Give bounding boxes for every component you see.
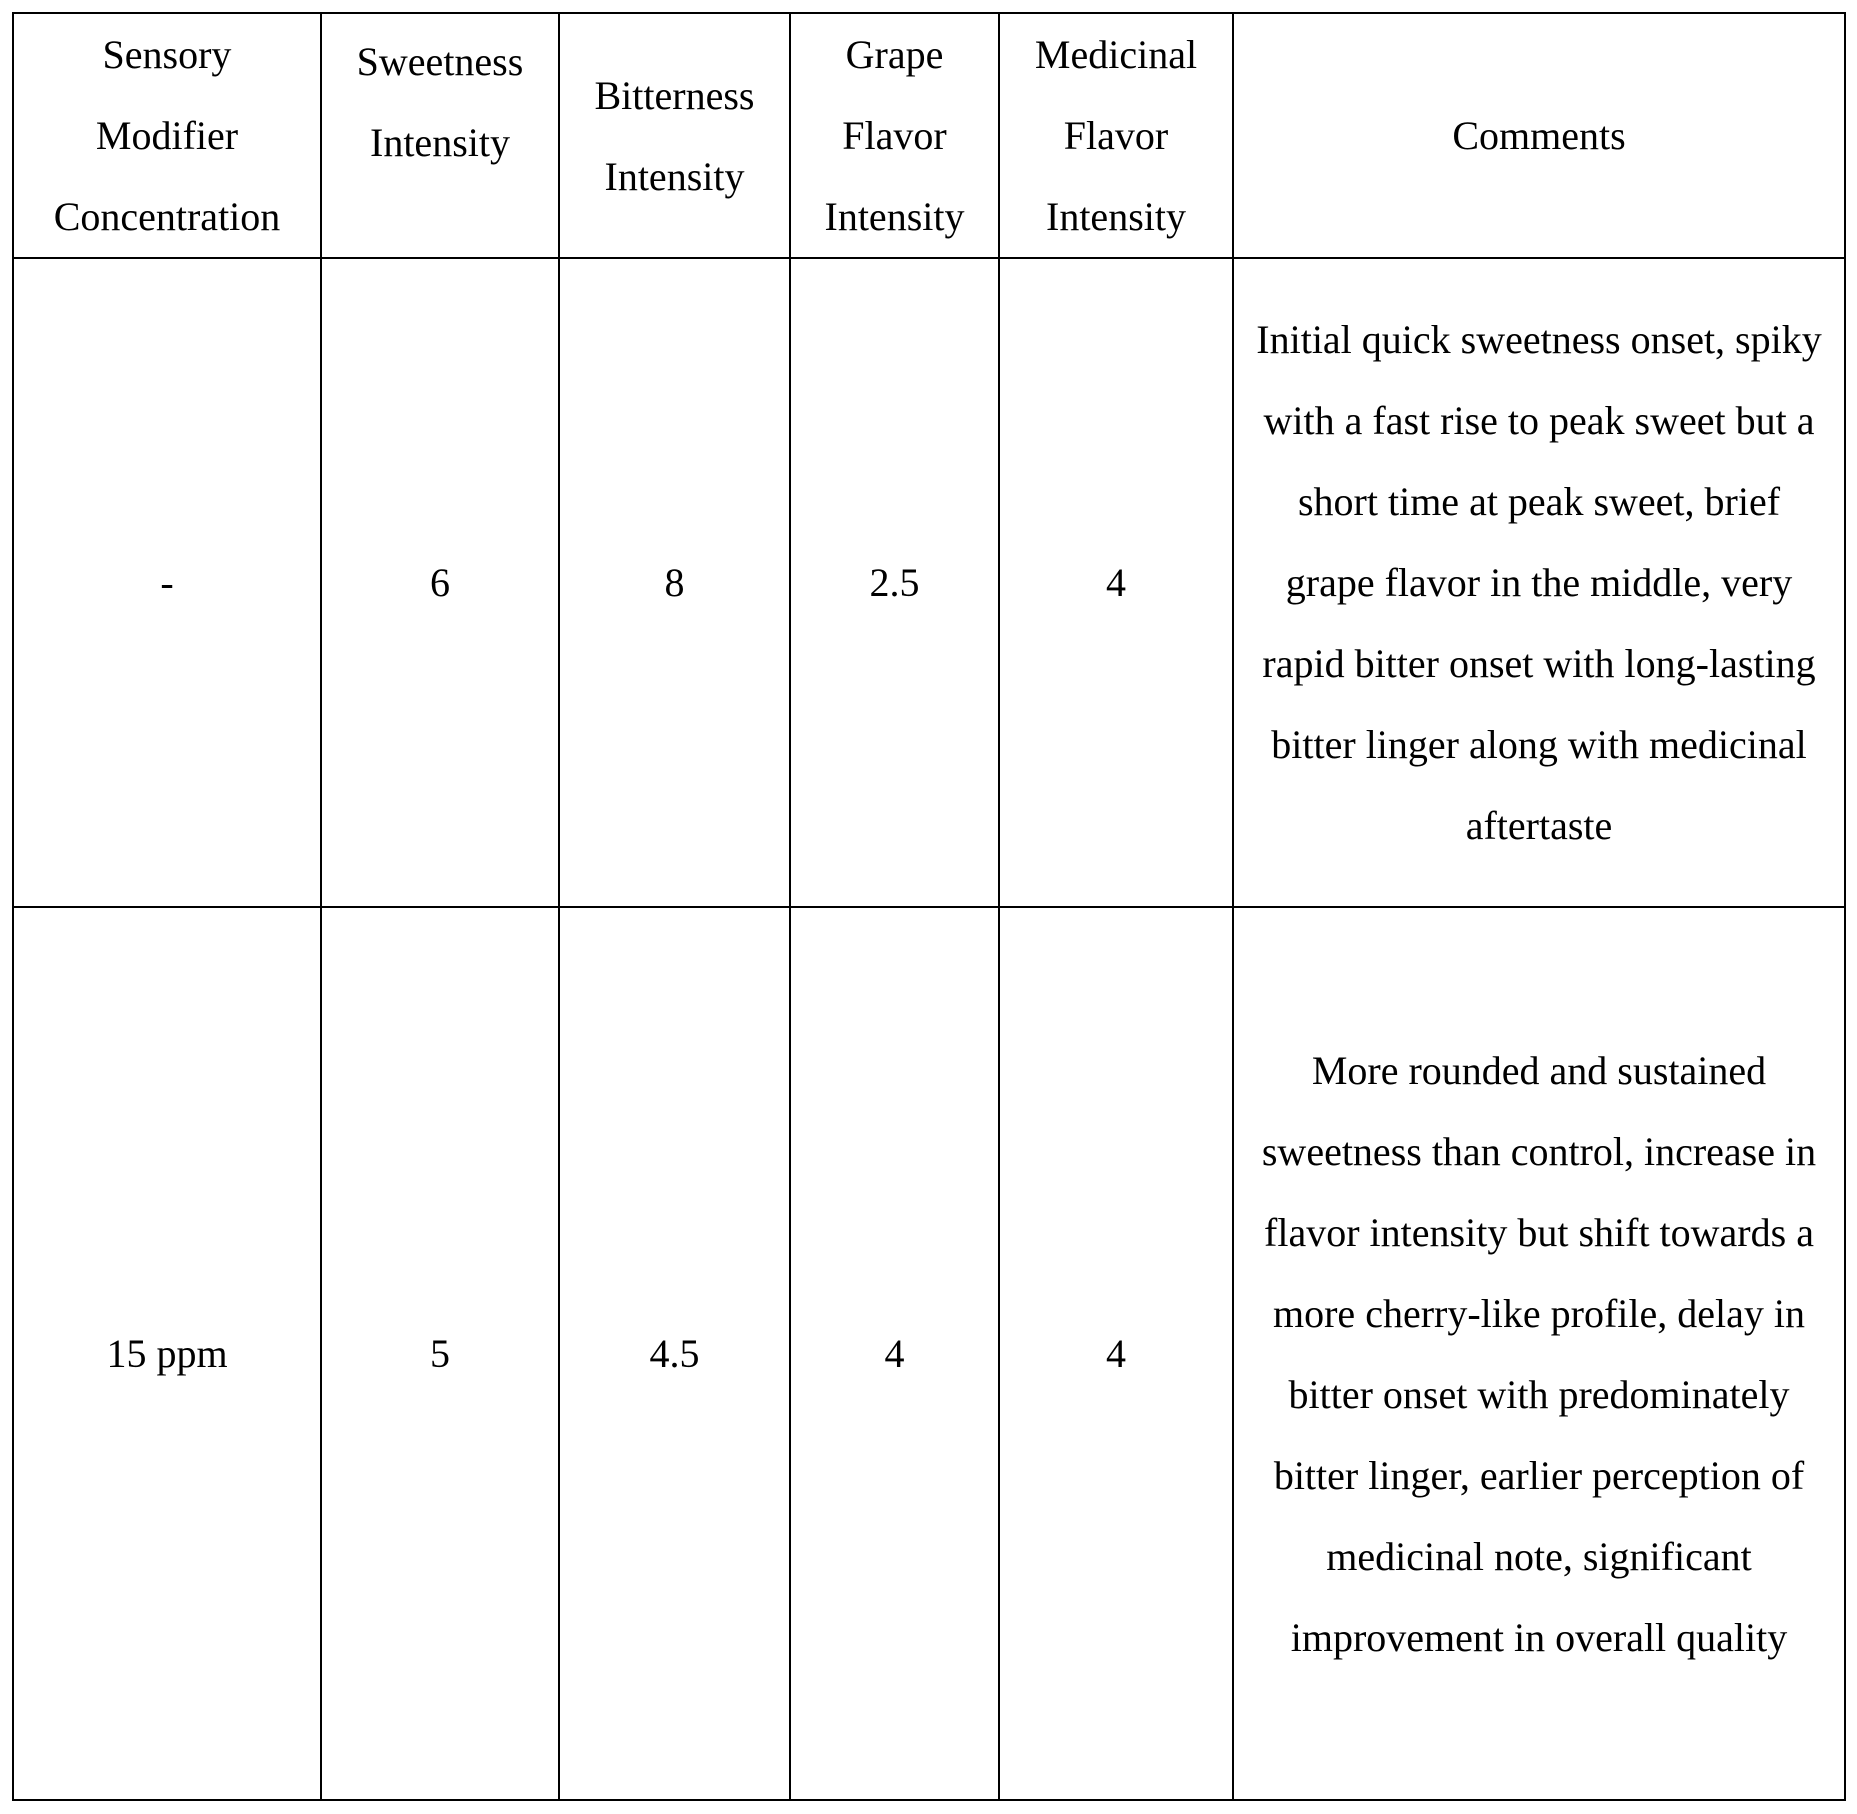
cell-medicinal: 4: [999, 907, 1233, 1800]
header-line: Modifier: [22, 95, 312, 176]
cell-medicinal: 4: [999, 258, 1233, 907]
header-comments: [1233, 13, 1845, 258]
header-medicinal: [999, 13, 1233, 258]
header-line: Comments: [1242, 95, 1836, 176]
cell-sweetness: 6: [321, 258, 559, 907]
header-line: Intensity: [568, 136, 781, 217]
cell-comments: More rounded and sustained sweetness than control, increase in flavor intensity but shift towards a more cherry-like profile, delay in bitter onset with predominately bitter linger, earlier perception of medicinal note, significant improvement in overall quality: [1233, 907, 1845, 1800]
header-row: [13, 13, 1845, 258]
table-row: [13, 258, 1845, 907]
cell-concentration: 15 ppm: [13, 907, 321, 1800]
header-line: Intensity: [1008, 176, 1224, 257]
cell-bitterness: 4.5: [559, 907, 790, 1800]
header-concentration: [13, 13, 321, 258]
cell-grape: 2.5: [790, 258, 999, 907]
cell-bitterness: 8: [559, 258, 790, 907]
header-line: Concentration: [22, 176, 312, 257]
header-line: Sweetness: [330, 21, 550, 102]
cell-sweetness: 5: [321, 907, 559, 1800]
cell-concentration: -: [13, 258, 321, 907]
cell-grape: 4: [790, 907, 999, 1800]
header-bitterness: [559, 13, 790, 258]
header-grape: [790, 13, 999, 258]
cell-comments: Initial quick sweetness onset, spiky with a fast rise to peak sweet but a short time at peak sweet, brief grape flavor in the middle, very rapid bitter onset with long-lasting bitter linger along with medicinal aftertaste: [1233, 258, 1845, 907]
header-line: Bitterness: [568, 55, 781, 136]
header-line: Intensity: [330, 102, 550, 183]
header-line: Grape: [799, 14, 990, 95]
sensory-table: [12, 12, 1846, 1801]
header-line: Medicinal: [1008, 14, 1224, 95]
header-line: Intensity: [799, 176, 990, 257]
header-line: Sensory: [22, 14, 312, 95]
table-row: [13, 907, 1845, 1800]
header-line: Flavor: [1008, 95, 1224, 176]
header-line: Flavor: [799, 95, 990, 176]
header-sweetness: [321, 13, 559, 258]
